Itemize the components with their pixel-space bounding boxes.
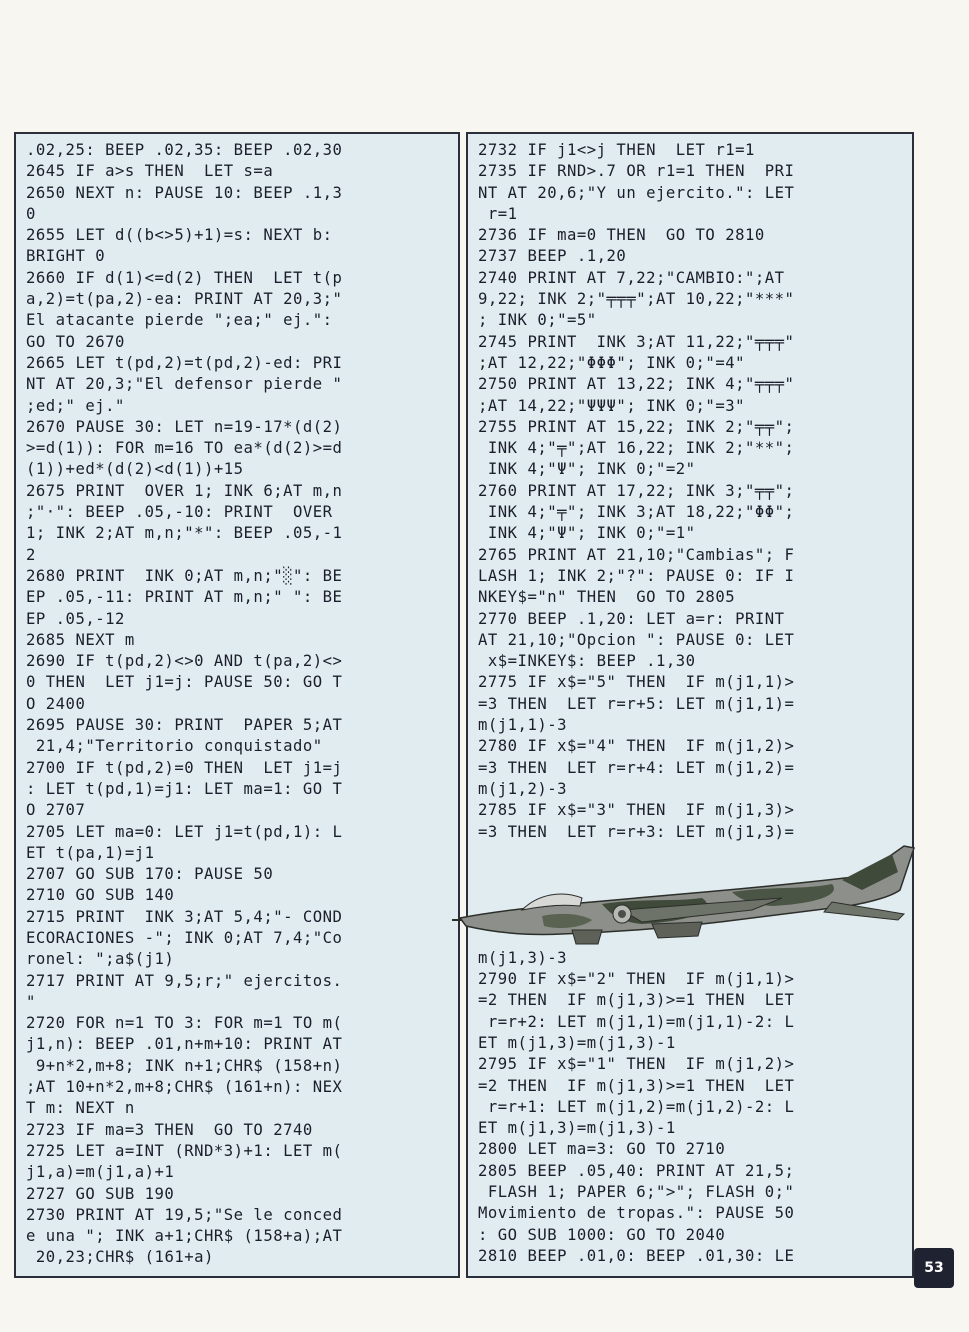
basic-listing-right-top: 2732 IF j1<>j THEN LET r1=1 2735 IF RND>.7 OR r1=1 THEN PRI NT AT 20,6;"Y un ejercito.": LET r=1 2736 IF ma=0 THEN GO TO 2810 2737 BEEP .1,20 2740 PRINT AT 7,22;"CAMBIO:";AT 9,22; INK 2;"╤╤╤";AT 10,22;"***" ; INK 0;"=5" 2745 PRINT INK 3;AT 11,22;"╤╤╤" ;AT 12,22;"ΦΦΦ"; INK 0;"=4" 2750 PRINT AT 13,22; INK 4;"╤╤╤" ;AT 14,22;"ΨΨΨ"; INK 0;"=3" 2755 PRINT AT 15,22; INK 2;"╤╤"; INK 4;"╤";AT 16,22; INK 2;"**"; INK 4;"Ψ"; INK 0;"=2" 2760 PRINT AT 17,22; INK 3;"╤╤"; INK 4;"╤"; INK 3;AT 18,22;"ΦΦ"; INK 4;"Ψ"; INK 0;"=1" 2765 PRINT AT 21,10;"Cambias"; F LASH 1; INK 2;"?": PAUSE 0: IF I NKEY$="n" THEN GO TO 2805 2770 BEEP .1,20: LET a=r: PRINT AT 21,10;"Opcion ": PAUSE 0: LET x$=INKEY$: BEEP .1,30 2775 IF x$="5" THEN IF m(j1,1)> =3 THEN LET r=r+5: LET m(j1,1)= m(j1,1)-3 2780 IF x$="4" THEN IF m(j1,2)> =3 THEN LET r=r+4: LET m(j1,2)= m(j1,2)-3 2785 IF x$="3" THEN IF m(j1,3)> =3 THEN LET r=r+3: LET m(j1,3)= [478,141,795,841]
page-number-badge: 53 [914,1248,954,1288]
basic-listing-right-bottom: m(j1,3)-3 2790 IF x$="2" THEN IF m(j1,1)> =2 THEN IF m(j1,3)>=1 THEN LET r=r+2: LET m(j1,1)=m(j1,1)-2: L ET m(j1,3)=m(j1,3)-1 2795 IF x$="1" THEN IF m(j1,2)> =2 THEN IF m(j1,3)>=1 THEN LET r=r+1: LET m(j1,2)=m(j1,2)-2: L ET m(j1,3)=m(j1,3)-1 2800 LET ma=3: GO TO 2710 2805 BEEP .05,40: PRINT AT 21,5; FLASH 1; PAPER 6;">"; FLASH 0;" Movimiento de tropas.": PAUSE 50 : GO SUB 1000: GO TO 2040 2810 BEEP .01,0: BEEP .01,30: LE [478,948,795,1265]
code-column-right [466,132,914,1278]
basic-listing-left: .02,25: BEEP .02,35: BEEP .02,30 2645 IF a>s THEN LET s=a 2650 NEXT n: PAUSE 10: BEEP .1,3 0 2655 LET d((b<>5)+1)=s: NEXT b: BRIGHT 0 2660 IF d(1)<=d(2) THEN LET t(p a,2)=t(pa,2)-ea: PRINT AT 20,3;" El atacante pierde ";ea;" ej.": GO TO 2670 2665 LET t(pd,2)=t(pd,2)-ed: PRI NT AT 20,3;"El defensor pierde " ;ed;" ej." 2670 PAUSE 30: LET n=19-17*(d(2) >=d(1)): FOR m=16 TO ea*(d(2)>=d (1))+ed*(d(2)<d(1))+15 2675 PRINT OVER 1; INK 6;AT m,n ;"·": BEEP .05,-10: PRINT OVER 1; INK 2;AT m,n;"*": BEEP .05,-1 2 2680 PRINT INK 0;AT m,n;"░": BE EP .05,-11: PRINT AT m,n;" ": BE EP .05,-12 2685 NEXT m 2690 IF t(pd,2)<>0 AND t(pa,2)<> 0 THEN LET j1=j: PAUSE 50: GO T O 2400 2695 PAUSE 30: PRINT PAPER 5;AT 21,4;"Territorio conquistado" 2700 IF t(pd,2)=0 THEN LET j1=j : LET t(pd,1)=j1: LET ma=1: GO T O 2707 2705 LET ma=0: LET j1=t(pd,1): L ET t(pa,1)=j1 2707 GO SUB 170: PAUSE 50 2710 GO SUB 140 2715 PRINT INK 3;AT 5,4;"- COND ECORACIONES -"; INK 0;AT 7,4;"Co ronel: ";a$(j1) 2717 PRINT AT 9,5;r;" ejercitos. " 2720 FOR n=1 TO 3: FOR m=1 TO m( j1,n): BEEP .01,n+m+10: PRINT AT 9+n*2,m+8; INK n+1;CHR$ (158+n) ;AT 10+n*2,m+8;CHR$ (161+n): NEX T m: NEXT n 2723 IF ma=3 THEN GO TO 2740 2725 LET a=INT (RND*3)+1: LET m( j1,a)=m(j1,a)+1 2727 GO SUB 190 2730 PRINT AT 19,5;"Se le conced e una "; INK a+1;CHR$ (158+a);AT 20,23;CHR$ (161+a) [26,141,343,1267]
harrier-jet-illustration [452,832,922,957]
code-column-left [14,132,460,1278]
